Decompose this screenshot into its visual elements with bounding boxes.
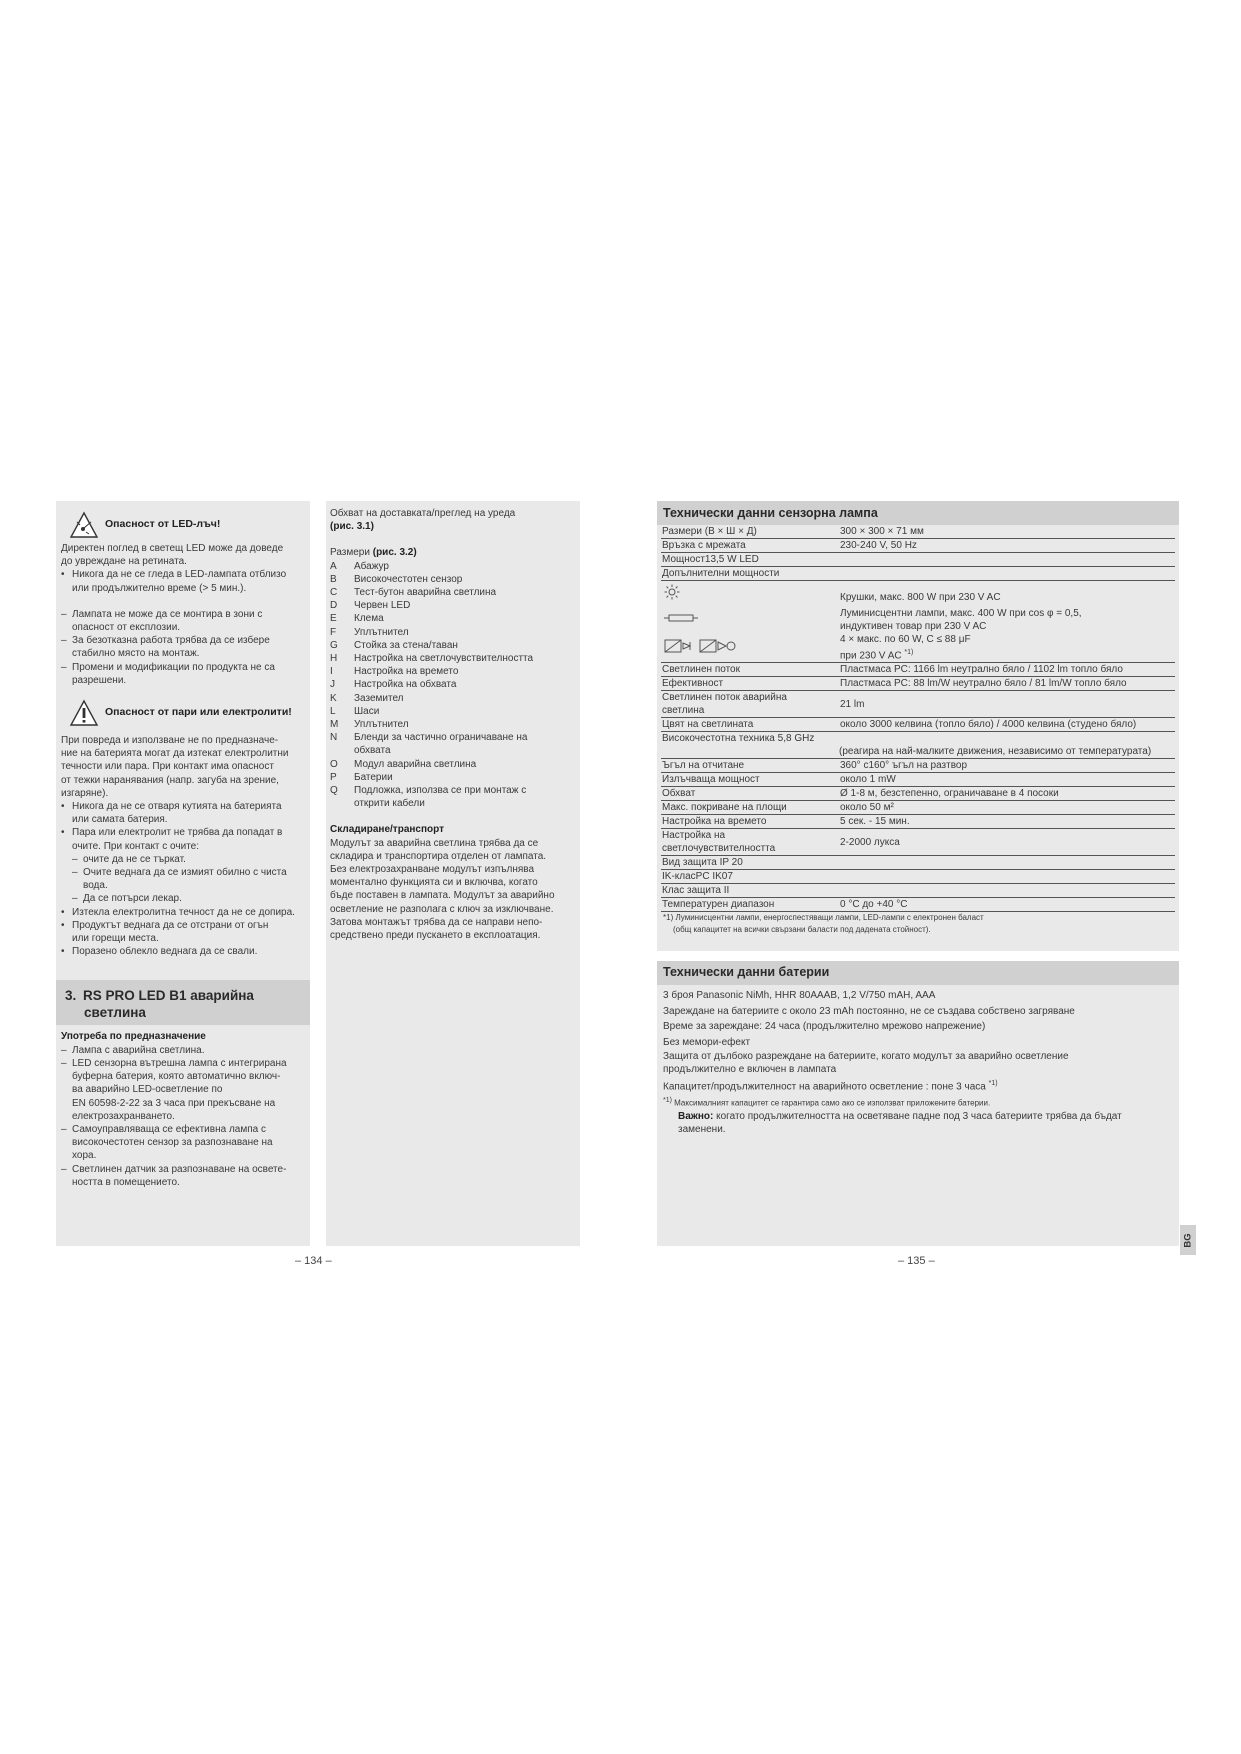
text-line: Без мемори-ефект (663, 1036, 751, 1048)
text-line: Самоуправляваща се ефективна лампа с (72, 1123, 266, 1135)
text-line (840, 646, 1174, 662)
battery-title: Технически данни батерии (657, 959, 1179, 985)
part-label (354, 692, 404, 705)
text-line: (общ капацитет на всички свързани баласти под дадената стойност). (673, 925, 931, 935)
text-line: Никога да не се отваря кутията на батерията (72, 801, 282, 813)
section-title-line: светлина (84, 1005, 146, 1021)
storage-text (330, 837, 576, 943)
part-key: J (330, 679, 335, 691)
table-cell: Светлинен поток (661, 663, 839, 677)
table-cell: 5 сек. - 15 мин. (839, 815, 1175, 829)
table-cell: Макс. покриване на площи (661, 801, 839, 815)
text-line: Защита от дълбоко разреждане на батериите, когато модулът за аварийно осветление (663, 1051, 1069, 1063)
table-row (661, 815, 1175, 829)
table-row (661, 801, 1175, 815)
text-line: Време за зареждане: 24 часа (продължително мрежово напрежение) (663, 1021, 986, 1033)
list-item: – Да се потърси лекар. (72, 893, 182, 905)
table-row (661, 718, 1175, 732)
text-line: Пара или електролит не трябва да попадат в (72, 827, 283, 839)
part-label (354, 665, 458, 678)
led-icon-cell (661, 633, 839, 663)
table-cell: IK-класPC IK07 (661, 870, 839, 884)
text-line: хора. (72, 1150, 97, 1162)
part-key: K (330, 692, 337, 704)
part-label (354, 731, 527, 757)
table-cell (661, 829, 839, 856)
text-line: Настройка на (662, 830, 726, 842)
text-line: вода. (83, 880, 108, 892)
text-line: високочестотен сензор за разпознаване на (72, 1137, 273, 1149)
language-tab (1180, 1225, 1196, 1255)
table-cell: около 50 м² (839, 801, 1175, 815)
part-item (330, 771, 576, 784)
section-heading (56, 980, 310, 1025)
table-cell: 230-240 V, 50 Hz (839, 539, 1175, 553)
text-line: опасност от експлозии. (72, 622, 181, 634)
text-line: Промени и модификации по продукта не са (72, 661, 275, 673)
table-row (661, 898, 1175, 912)
text-line: Никога да не се гледа в LED-лампата отблизо (72, 569, 287, 581)
part-key: B (330, 573, 337, 585)
battery-footnote (663, 1095, 1175, 1110)
text-line: Настройка на обхвата (354, 679, 457, 691)
table-row (661, 663, 1175, 677)
part-key: L (330, 705, 336, 717)
vapor-intro (61, 734, 304, 800)
spec-title: Технически данни сензорна лампа (657, 501, 1179, 525)
table-cell: 300 × 300 × 71 мм (839, 525, 1175, 539)
table-cell (839, 553, 1175, 567)
table-row (661, 773, 1175, 787)
led-warning-header (69, 511, 304, 539)
text-line: Модул аварийна светлина (354, 758, 477, 770)
footnote-mark: *1) (663, 1097, 672, 1105)
footnote-mark: *1) (904, 649, 914, 656)
important-label: Важно: (678, 1110, 714, 1122)
battery-specs (661, 988, 1175, 1135)
text-line: Заземител (354, 692, 404, 704)
text-line: индуктивен товар при 230 V AC (840, 621, 987, 632)
part-label (354, 652, 533, 665)
part-key: H (330, 653, 338, 665)
table-cell: Обхват (661, 787, 839, 801)
text-line: Шаси (354, 705, 380, 717)
text-line: Затова монтажът трябва да се направи непо- (330, 916, 543, 928)
table-cell (839, 870, 1175, 884)
table-cell (839, 856, 1175, 870)
part-item (330, 718, 576, 731)
table-cell: Мощност13,5 W LED (661, 553, 839, 567)
table-cell (661, 691, 839, 718)
part-key: D (330, 600, 338, 612)
text-line: средствено преди пускането в експлоатация. (330, 930, 541, 942)
table-cell: Излъчваща мощност (661, 773, 839, 787)
table-cell: Ефективност (661, 677, 839, 691)
laser-warning-icon (69, 511, 99, 539)
table-row (661, 759, 1175, 773)
list-item: – LED сензорна вътрешна лампа с интегрирана буферна батерия, която автоматично включ- ва аварийно LED-осветление по EN 60598-2-22 за 3 часа при прекъсване на електрозахранването. (61, 1057, 287, 1122)
part-label (354, 639, 458, 652)
table-row (661, 829, 1175, 856)
parts-list (330, 560, 576, 811)
text-line: Уплътнител (354, 626, 409, 638)
part-key: M (330, 719, 339, 731)
table-cell: Крушки, макс. 800 W при 230 V AC (840, 591, 1001, 603)
part-label (354, 678, 456, 691)
spec-table (661, 525, 1175, 912)
part-item (330, 758, 576, 771)
led-driver-icon (664, 638, 740, 654)
dims-line (330, 546, 576, 559)
text-line: светлина (662, 705, 705, 717)
text-line: разрешени. (72, 674, 127, 686)
table-row (661, 553, 1175, 567)
part-item (330, 560, 576, 573)
part-key: N (330, 732, 338, 744)
list-item: – Светлинен датчик за разпознаване на освете- ността в помещението. (61, 1163, 287, 1188)
list-item: • Никога да не се отваря кутията на батерията или самата батерия. (61, 801, 282, 826)
vapor-warning-header (69, 697, 304, 729)
text-line: електрозахранването. (72, 1110, 175, 1122)
part-label (354, 612, 384, 625)
table-cell (839, 633, 1175, 663)
text-line: или самата батерия. (72, 814, 168, 826)
table-cell: Размери (В × Ш × Д) (661, 525, 839, 539)
text-line: Директен поглед в светещ LED може да доведе (61, 543, 284, 554)
text-line: очите да не се търкат. (83, 853, 186, 865)
page-number-left: – 134 – (295, 1255, 332, 1267)
text-line: или продължително време (> 5 мин.). (72, 582, 247, 594)
table-cell: 2-2000 лукса (839, 829, 1175, 856)
part-item (330, 599, 576, 612)
text-line: осветление не разполага с ключ за изключване. (330, 903, 554, 915)
part-key: O (330, 758, 338, 770)
part-item (330, 612, 576, 625)
text-line: Клема (354, 613, 384, 625)
page-number-right: – 135 – (898, 1255, 935, 1267)
text-line: За безотказна работа трябва да се избере (72, 635, 270, 647)
table-cell: Настройка на времето (661, 815, 839, 829)
text-line: Подложка, използва се при монтаж с (354, 785, 527, 797)
bulb-icon-cell (661, 581, 839, 608)
table-cell: 360° с160° ъгъл на разтвор (839, 759, 1175, 773)
important-note (663, 1110, 1175, 1136)
part-item (330, 639, 576, 652)
table-cell: Температурен диапазон (661, 898, 839, 912)
part-label (354, 784, 526, 810)
part-item (330, 573, 576, 586)
part-item (330, 705, 576, 718)
table-row (661, 607, 1175, 633)
table-cell: Допълнителни мощности (661, 567, 839, 581)
text-line: моментално функцията си и включва, когато (330, 877, 538, 889)
part-key: G (330, 639, 338, 651)
table-cell (839, 607, 1175, 633)
part-label (354, 560, 389, 573)
text-block (663, 1050, 1175, 1076)
text-part: когато продължителността на осветяване падне под 3 часа батериите трябва да бъдат (713, 1110, 1122, 1122)
table-row (661, 567, 1175, 581)
text-line: Луминисцентни лампи, макс. 400 W при cos φ = 0,5, (840, 608, 1082, 619)
text-line: стабилно място на монтаж. (72, 648, 200, 660)
text-line: Батерии (354, 771, 393, 783)
text-line: Очите веднага да се измият обилно с чиста (83, 867, 287, 879)
use-title: Употреба по предназначение (61, 1031, 206, 1043)
part-item (330, 678, 576, 691)
list-item: – очите да не се търкат. (72, 853, 186, 865)
table-row (661, 691, 1175, 718)
part-item (330, 692, 576, 705)
exclamation-warning-icon (69, 699, 99, 727)
text-line: Изтекла електролитна течност да не се допира. (72, 906, 295, 918)
text-line: Светлинен датчик за разпознаване на освете- (72, 1163, 287, 1175)
text-part: при 230 V AC (840, 650, 902, 662)
scope-line: Обхват на доставката/преглед на уреда (330, 508, 516, 519)
part-key: C (330, 587, 338, 599)
text-line: Зареждане на батериите с около 23 mAh постоянно, не се създава собствено загряване (663, 1005, 1075, 1017)
text-line: Настройка на светлочувствителността (354, 653, 534, 665)
part-key: E (330, 613, 337, 625)
part-item (330, 784, 576, 810)
text-line: складира и транспортира отделен от лампата. (330, 850, 547, 862)
dims-figure-ref: (рис. 3.2) (372, 547, 417, 559)
table-row (661, 581, 1175, 608)
text-line: от тежки наранявания (напр. загуба на зрение, (61, 774, 279, 786)
bulb-icon (664, 584, 680, 600)
table-cell: Връзка с мрежата (661, 539, 839, 553)
table-cell: 0 °C до +40 °C (839, 898, 1175, 912)
list-item: – Лампа с аварийна светлина. (61, 1044, 205, 1056)
text-line: 4 × макс. по 60 W, C ≤ 88 μF (840, 634, 971, 645)
table-cell: около 1 mW (839, 773, 1175, 787)
text-line: или горещи места. (72, 933, 159, 945)
scope-figure-ref: (рис. 3.1) (330, 521, 374, 533)
text-line: Червен LED (354, 600, 411, 612)
text-line: Абажур (354, 560, 389, 572)
part-item (330, 731, 576, 757)
text-line: Да се потърси лекар. (83, 893, 182, 905)
text-line (663, 1076, 1175, 1095)
table-cell: Пластмаса PC: 1166 lm неутрално бяло / 1102 lm топло бяло (839, 663, 1175, 677)
text-line: заменени. (678, 1123, 726, 1135)
part-label (354, 771, 393, 784)
table-row (661, 787, 1175, 801)
list-item: • Пара или електролит не трябва да попадат в очите. При контакт с очите: (61, 827, 283, 852)
text-line: буферна батерия, която автоматично включ- (72, 1071, 281, 1083)
list-item: • Продуктът веднага да се отстрани от огън или горещи места. (61, 919, 269, 945)
part-label (354, 573, 462, 586)
part-label (354, 599, 410, 612)
text-line: Настройка на времето (354, 666, 459, 678)
text-line: до увреждане на ретината. (61, 556, 187, 568)
part-key: F (330, 626, 337, 638)
text-line: *1) Луминисцентни лампи, енергоспестяващи лампи, LED-лампи с електронен баласт (663, 913, 984, 923)
text-line: Стойка за стена/таван (354, 639, 458, 651)
part-label (354, 718, 409, 731)
part-label (354, 705, 379, 718)
language-tab-label: BG (1182, 1232, 1194, 1248)
left-column-2 (326, 501, 580, 1246)
part-item (330, 652, 576, 665)
footnote-mark: *1) (988, 1080, 998, 1088)
text-line: Продуктът веднага да се отстрани от огън (72, 919, 269, 931)
spec-footnote (661, 912, 1175, 936)
text-line: ние на батерията могат да изтекат електролитни (61, 748, 289, 760)
table-cell: Вид защита IP 20 (661, 856, 839, 870)
table-cell (839, 567, 1175, 581)
part-key: I (330, 666, 333, 678)
list-item: • Поразено облекло веднага да се свали. (61, 946, 258, 958)
part-item (330, 586, 576, 599)
text-line: Високочестотна техника 5,8 GHz (662, 733, 815, 745)
text-line: При повреда и използване не по предназначе- (61, 735, 279, 747)
text-line: очите. При контакт с очите: (72, 840, 200, 852)
vapor-warning-title: Опасност от пари или електролити! (105, 706, 292, 719)
table-row (661, 633, 1175, 663)
part-key: A (330, 560, 337, 572)
part-item (330, 665, 576, 678)
table-cell (839, 884, 1175, 898)
text-line: LED сензорна вътрешна лампа с интегрирана (72, 1057, 287, 1069)
list-item: – Промени и модификации по продукта не са разрешени. (61, 661, 275, 686)
text-part: Максималният капацитет се гарантира само ако се използват приложените батерии. (671, 1098, 991, 1108)
text-line: Модулът за аварийна светлина трябва да се (330, 837, 539, 849)
table-row (661, 884, 1175, 898)
list-item: – Лампата не може да се монтира в зони с опасност от експлозии. (61, 608, 263, 634)
text-line: бъде поставен в лампата. Модулът за аварийно (330, 890, 555, 902)
list-item: – Очите веднага да се измият обилно с чиста вода. (72, 867, 287, 892)
table-row (661, 677, 1175, 691)
list-item: • Никога да не се гледа в LED-лампата отблизо или продължително време (> 5 мин.). (61, 569, 287, 594)
list-item: • Изтекла електролитна течност да не се допира. (61, 906, 295, 918)
text-line: продължително е включен в лампата (663, 1064, 837, 1076)
text-line: Светлинен поток аварийна (662, 692, 787, 704)
text-line: Високочестотен сензор (354, 573, 463, 585)
text-line: Лампата не може да се монтира в зони с (72, 608, 263, 620)
text-line: Тест-бутон аварийна светлина (354, 587, 497, 599)
part-label (354, 586, 496, 599)
led-warning-title: Опасност от LED-лъч! (105, 518, 221, 531)
text-line: 3 броя Panasonic NiMh, HHR 80AAAB, 1,2 V/750 mAH, AAA (663, 990, 936, 1002)
text-line: обхвата (354, 745, 391, 757)
dims-label: Размери (330, 547, 373, 559)
part-key: Q (330, 785, 338, 797)
text-line: светлочувствителността (662, 843, 776, 855)
list-item: – Самоуправляваща се ефективна лампа с високочестотен сензор за разпознаване на хора. (61, 1123, 273, 1162)
text-line: Без електрозахранване модулът изпълнява (330, 864, 535, 876)
section-number: 3. (65, 988, 77, 1004)
text-line: Поразено облекло веднага да се свали. (72, 946, 258, 958)
text-line: изгаряне). (61, 787, 109, 799)
table-cell: Цвят на светлината (661, 718, 839, 732)
text-line: открити кабели (354, 798, 425, 810)
table-row (661, 539, 1175, 553)
table-row (661, 732, 1175, 759)
table-row (661, 856, 1175, 870)
storage-title: Складиране/транспорт (330, 824, 444, 836)
text-line: Бленди за частично ограничаване на (354, 732, 528, 744)
text-line: течности или пара. При контакт има опасност (61, 761, 274, 773)
table-cell: около 3000 келвина (топло бяло) / 4000 келвина (студено бяло) (839, 718, 1175, 732)
led-intro (61, 542, 304, 568)
text-part: Капацитет/продължителност на аварийното осветление : поне 3 часа (663, 1081, 986, 1093)
text-line: EN 60598-2-22 за 3 часа при прекъсване на (72, 1097, 276, 1109)
section-separator (657, 951, 1179, 961)
section-title-line: RS PRO LED B1 аварийна (83, 988, 254, 1004)
left-column-1 (56, 501, 310, 1246)
table-cell: Пластмаса PC: 88 lm/W неутрално бяло / 81 lm/W топло бяло (839, 677, 1175, 691)
text-line: Лампа с аварийна светлина. (72, 1044, 205, 1056)
part-item (330, 626, 576, 639)
fluor-icon-cell (661, 607, 839, 633)
table-row (661, 525, 1175, 539)
table-cell (661, 732, 1175, 759)
table-cell: 21 lm (839, 691, 1175, 718)
part-label (354, 626, 409, 639)
table-cell: Ъгъл на отчитане (661, 759, 839, 773)
text-line: ва аварийно LED-осветление по (72, 1084, 223, 1096)
list-item: – За безотказна работа трябва да се избере стабилно място на монтаж. (61, 635, 270, 660)
text-line: (реагира на най-малките движения, независимо от температурата) (839, 746, 1152, 758)
text-line: ността в помещението. (72, 1176, 180, 1188)
table-cell: Ø 1-8 м, безстепенно, ограничаване в 4 посоки (839, 787, 1175, 801)
part-label (354, 758, 476, 771)
text-line: Уплътнител (354, 719, 409, 731)
fluorescent-tube-icon (664, 612, 698, 624)
right-page-panel (657, 501, 1179, 1246)
part-key: P (330, 771, 337, 783)
table-row (661, 870, 1175, 884)
table-cell: Клас защита II (661, 884, 839, 898)
